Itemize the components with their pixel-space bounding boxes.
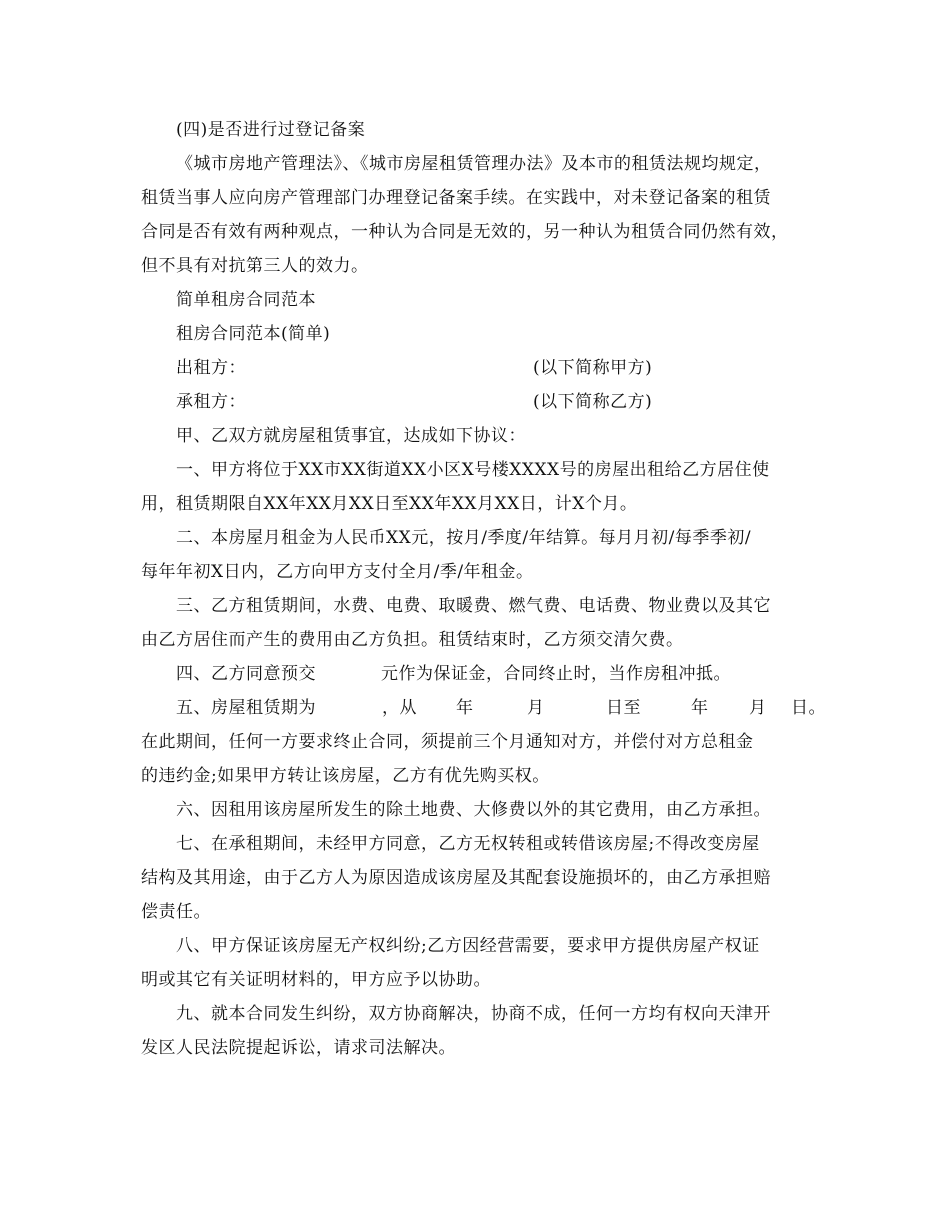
lessor-alias: (以下简称甲方) — [533, 358, 653, 378]
lessor-label: 出租方： — [176, 358, 246, 378]
document-page: (四)是否进行过登记备案 《城市房地产管理法》、《城市房屋租赁管理办法》及本市的租赁法规均规定， 租赁当事人应向房产管理部门办理登记备案手续。在实践中，对未登记备案的租赁 合同是否有效有两种观点，一种认为合同是无效的，另一种认为租赁合同仍然有效， 但不具有对抗第三人的效力。 简单租房合同范本 租房合同范本(简单) 出租方： (以下简称甲方) 承租方： (以下简称乙方) 甲、乙双方就房屋租赁事宜，达成如下协议： 一、甲方将位于XX市XX街道XX小区X号楼XXXX号的房屋出租给乙方居住使 用，租赁期限自XX年XX月XX日至XX年XX月XX日，计X个月。 二、本房屋月租金为人民币XX元，按月/季度/年结算。每月月初/每季季初/ 每年年初X日内，乙方向甲方支付全月/季/年租金。 三、乙方租赁期间，水费、电费、取暖费、燃气费、电话费、物业费以及其它 由乙方居住而产生的费用由乙方负担。租赁结束时，乙方须交清欠费。 四、乙方同意预交 元作为保证金，合同终止时，当作房租冲抵。 五、房屋租赁期为 ，从 年 月 日至 年 月 日。 在此期间，任何一方要求终止合同，须提前三个月通知对方，并偿付对方总租金 的违约金;如果甲方转让该房屋，乙方有优先购买权。 六、因租用该房屋所发生的除土地费、大修费以外的其它费用，由乙方承担。 七、在承租期间，未经甲方同意，乙方无权转租或转借该房屋;不得改变房屋 结构及其用途，由于乙方人为原因造成该房屋及其配套设施损坏的，由乙方承担赔 偿责任。 八、甲方保证该房屋无产权纠纷;乙方因经营需要，要求甲方提供房屋产权证 明或其它有关证明材料的，甲方应予以协助。 九、就本合同发生纠纷，双方协商解决，协商不成，任何一方均有权向天津开 发区人民法院提起诉讼，请求司法解决。 — [0, 0, 950, 1230]
clause-5: 五、房屋租赁期为 ，从 年 月 日至 年 月 日。 — [176, 698, 826, 718]
lessee-alias: (以下简称乙方) — [533, 392, 653, 412]
clause-4: 四、乙方同意预交 元作为保证金，合同终止时，当作房租冲抵。 — [176, 664, 731, 684]
lessee-label: 承租方： — [176, 392, 246, 412]
